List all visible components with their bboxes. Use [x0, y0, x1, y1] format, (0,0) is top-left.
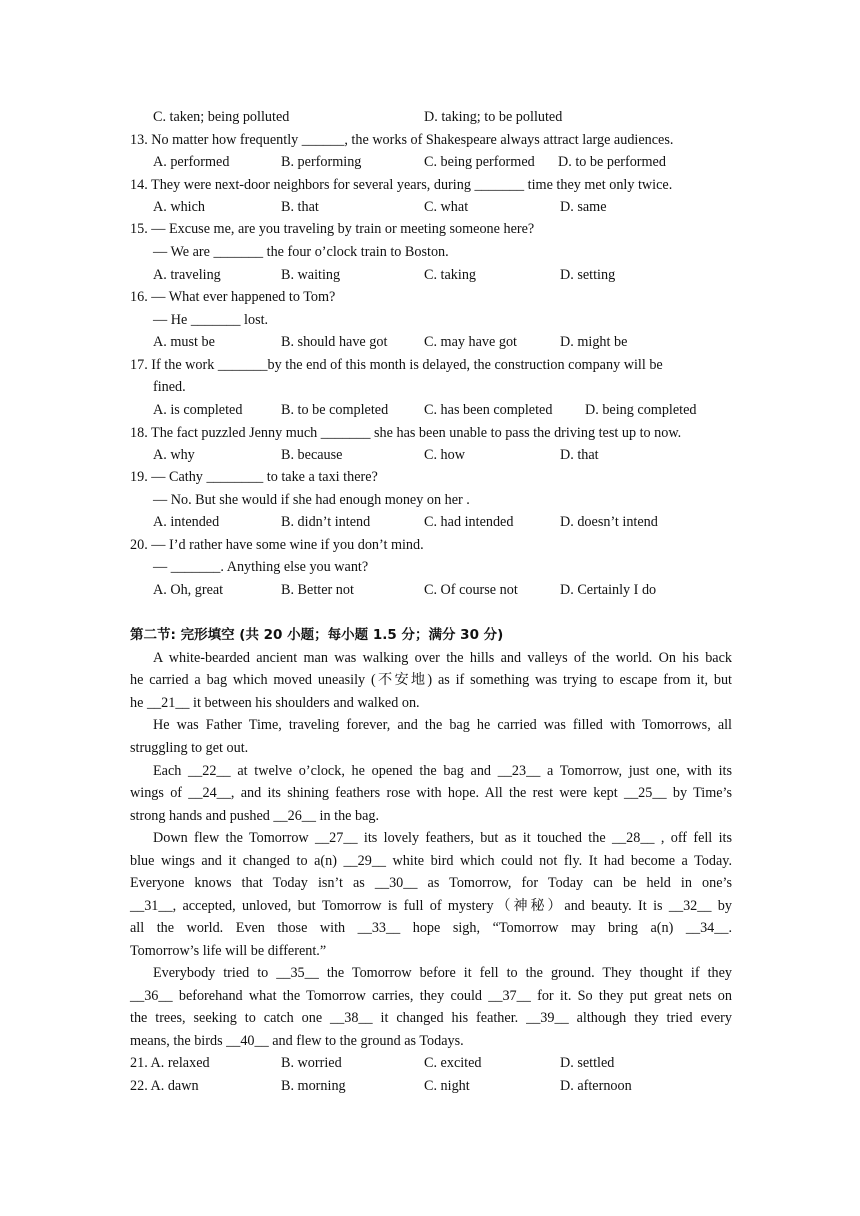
- q16-option-c: C. may have got: [424, 334, 517, 350]
- q12-option-c: C. taken; being polluted: [153, 109, 290, 125]
- passage-line: means, the birds __40__ and flew to the ground as Todays.: [130, 1033, 464, 1049]
- q22-option-b: B. morning: [281, 1078, 346, 1094]
- q13-option-d: D. to be performed: [558, 154, 666, 170]
- q16-option-d: D. might be: [560, 334, 628, 350]
- q17-option-a: A. is completed: [153, 402, 243, 418]
- q15-option-a: A. traveling: [153, 267, 221, 283]
- q22-option-c: C. night: [424, 1078, 470, 1094]
- q21-option-c: C. excited: [424, 1055, 482, 1071]
- q16-stem: 16. — What ever happened to Tom?: [130, 289, 336, 305]
- passage-line: wings of __24__, and its shining feathers rose with hope. All the rest were kept __25__ by Time’s: [130, 785, 732, 801]
- q16-option-b: B. should have got: [281, 334, 388, 350]
- passage-line: he __21__ it between his shoulders and walked on.: [130, 695, 420, 711]
- q18-option-c: C. how: [424, 447, 465, 463]
- q21-option-d: D. settled: [560, 1055, 615, 1071]
- q20-option-c: C. Of course not: [424, 582, 518, 598]
- q13-option-b: B. performing: [281, 154, 362, 170]
- q20-stem: 20. — I’d rather have some wine if you don’t mind.: [130, 537, 424, 553]
- q19-option-d: D. doesn’t intend: [560, 514, 658, 530]
- q19-option-b: B. didn’t intend: [281, 514, 371, 530]
- q19-option-c: C. had intended: [424, 514, 514, 530]
- q21-option-a: 21. A. relaxed: [130, 1055, 210, 1071]
- q14-option-a: A. which: [153, 199, 206, 215]
- q20-option-b: B. Better not: [281, 582, 354, 598]
- passage-line: Everybody tried to __35__ the Tomorrow before it fell to the ground. They thought if they: [153, 965, 732, 981]
- q13-stem: 13. No matter how frequently ______, the works of Shakespeare always attract large audiences.: [130, 132, 674, 148]
- passage-line: the trees, seeking to catch one __38__ it changed his feather. __39__ although they tried every: [130, 1010, 732, 1026]
- q19-line2: — No. But she would if she had enough money on her .: [153, 492, 470, 508]
- passage-line: strong hands and pushed __26__ in the bag.: [130, 808, 380, 824]
- passage-line: A white-bearded ancient man was walking over the hills and valleys of the world. On his back: [153, 650, 732, 666]
- q20-option-a: A. Oh, great: [153, 582, 224, 598]
- q14-option-b: B. that: [281, 199, 319, 215]
- q18-option-d: D. that: [560, 447, 599, 463]
- passage-line: Everyone knows that Today isn’t as __30__ as Tomorrow, for Today can be held in one’s: [130, 875, 732, 891]
- q17-line2: fined.: [153, 379, 186, 395]
- passage-line: Down flew the Tomorrow __27__ its lovely feathers, but as it touched the __28__ , off fell its: [153, 830, 732, 846]
- passage-line: all the world. Even those with __33__ hope sigh, “Tomorrow may bring a(n) __34__.: [130, 920, 732, 936]
- q19-option-a: A. intended: [153, 514, 220, 530]
- q22-option-a: 22. A. dawn: [130, 1078, 199, 1094]
- q17-option-c: C. has been completed: [424, 402, 553, 418]
- q20-option-d: D. Certainly I do: [560, 582, 657, 598]
- q17-option-b: B. to be completed: [281, 402, 389, 418]
- passage-line: He was Father Time, traveling forever, and the bag he carried was filled with Tomorrows, all: [153, 717, 732, 733]
- passage-line: Tomorrow’s life will be different.”: [130, 943, 327, 959]
- q14-option-c: C. what: [424, 199, 469, 215]
- q13-option-a: A. performed: [153, 154, 230, 170]
- q13-option-c: C. being performed: [424, 154, 535, 170]
- q16-option-a: A. must be: [153, 334, 215, 350]
- q18-option-b: B. because: [281, 447, 343, 463]
- q21-option-b: B. worried: [281, 1055, 342, 1071]
- q16-line2: — He _______ lost.: [153, 312, 269, 328]
- passage-line: __36__ beforehand what the Tomorrow carries, they could __37__ for it. So they put great nets on: [130, 988, 732, 1004]
- q15-line2: — We are _______ the four o’clock train to Boston.: [153, 244, 449, 260]
- q14-stem: 14. They were next-door neighbors for several years, during _______ time they met only twice.: [130, 177, 673, 193]
- q15-option-b: B. waiting: [281, 267, 341, 283]
- q12-option-d: D. taking; to be polluted: [424, 109, 563, 125]
- q15-option-c: C. taking: [424, 267, 477, 283]
- q15-option-d: D. setting: [560, 267, 616, 283]
- section-heading: 第二节: 完形填空 (共 20 小题；每小题 1.5 分；满分 30 分): [130, 627, 504, 643]
- q22-option-d: D. afternoon: [560, 1078, 632, 1094]
- passage-line: struggling to get out.: [130, 740, 249, 756]
- q14-option-d: D. same: [560, 199, 607, 215]
- passage-line: he carried a bag which moved uneasily (不安地) as if something was trying to escape from it, but: [130, 672, 732, 688]
- q19-stem: 19. — Cathy ________ to take a taxi there?: [130, 469, 378, 485]
- q17-option-d: D. being completed: [585, 402, 697, 418]
- q17-stem: 17. If the work _______by the end of this month is delayed, the construction company will be: [130, 357, 663, 373]
- q15-stem: 15. — Excuse me, are you traveling by train or meeting someone here?: [130, 221, 535, 237]
- passage-line: blue wings and it changed to a(n) __29__ white bird which could not fly. It had become a Today.: [130, 853, 732, 869]
- q18-stem: 18. The fact puzzled Jenny much _______ she has been unable to pass the driving test up to now.: [130, 425, 682, 441]
- q20-line2: — _______. Anything else you want?: [153, 559, 369, 575]
- q18-option-a: A. why: [153, 447, 195, 463]
- passage-line: Each __22__ at twelve o’clock, he opened the bag and __23__ a Tomorrow, just one, with its: [153, 763, 732, 779]
- passage-line: __31__, accepted, unloved, but Tomorrow is full of mystery（神秘）and beauty. It is __32__ by: [130, 898, 732, 914]
